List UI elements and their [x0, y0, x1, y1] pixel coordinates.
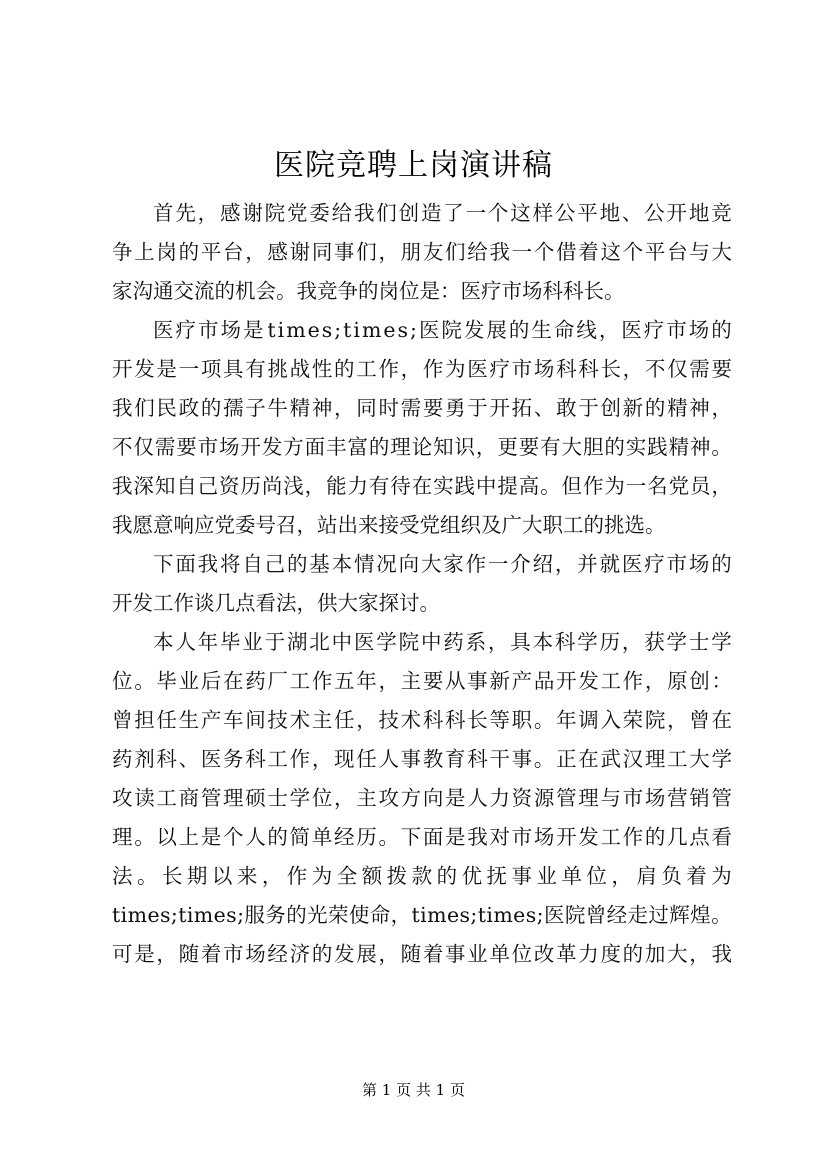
- text-line: 开 发 是 一 项 具 有 挑 战 性 的 工 作 ， 作 为 医 疗 市 场 科 科 长 ， 不 仅 需 要: [112, 357, 732, 381]
- text-line: 医 疗 市 场 是 t i m e s ; t i m e s ; 医 院 发 展 的 生 命 线 ， 医 疗 市 场 的: [153, 318, 732, 342]
- document-title: 医院竞聘上岗演讲稿: [274, 148, 553, 183]
- text-line: 下 面 我 将 自 己 的 基 本 情 况 向 大 家 作 一 介 绍 ， 并 就 医 疗 市 场 的: [153, 552, 732, 576]
- text-line: 位 。 毕 业 后 在 药 厂 工 作 五 年 ， 主 要 从 事 新 产 品 开 发 工 作 ， 原 创 ：: [112, 669, 732, 693]
- text-line: 法 。 长 期 以 来 ， 作 为 全 额 拨 款 的 优 抚 事 业 单 位 ， 肩 负 着 为: [112, 864, 732, 888]
- text-line: t i m e s ; t i m e s ; 服 务 的 光 荣 使 命 ， t i m e s ; t i m e s ; 医 院 曾 经 走 过 辉 煌 。: [112, 903, 732, 927]
- text-line: 曾 担 任 生 产 车 间 技 术 主 任 ， 技 术 科 科 长 等 职 。 年 调 入 荣 院 ， 曾 在: [112, 708, 732, 732]
- text-line: 攻 读 工 商 管 理 硕 士 学 位 ， 主 攻 方 向 是 人 力 资 源 管 理 与 市 场 营 销 管: [112, 786, 732, 810]
- text-line: 可 是 ， 随 着 市 场 经 济 的 发 展 ， 随 着 事 业 单 位 改 革 力 度 的 加 大 ， 我: [112, 942, 732, 966]
- page-footer: 第 1 页 共 1 页: [362, 1081, 465, 1099]
- text-line: 理 。 以 上 是 个 人 的 简 单 经 历 。 下 面 是 我 对 市 场 开 发 工 作 的 几 点 看: [112, 825, 732, 849]
- text-line: 不 仅 需 要 市 场 开 发 方 面 丰 富 的 理 论 知 识 ， 更 要 有 大 胆 的 实 践 精 神 。: [112, 435, 732, 459]
- text-line: 首 先 ， 感 谢 院 党 委 给 我 们 创 造 了 一 个 这 样 公 平 地 、 公 开 地 竞: [153, 201, 732, 225]
- text-line: 我 们 民 政 的 孺 子 牛 精 神 ， 同 时 需 要 勇 于 开 拓 、 敢 于 创 新 的 精 神 ，: [112, 396, 732, 420]
- text-line: 本 人 年 毕 业 于 湖 北 中 医 学 院 中 药 系 ， 具 本 科 学 历 ， 获 学 士 学: [153, 630, 732, 654]
- text-line: 我愿意响应党委号召，站出来接受党组织及广大职工的挑选。: [112, 513, 666, 537]
- text-line: 我 深 知 自 己 资 历 尚 浅 ， 能 力 有 待 在 实 践 中 提 高 。 但 作 为 一 名 党 员 ，: [112, 474, 732, 498]
- text-line: 开发工作谈几点看法，供大家探讨。: [112, 591, 440, 615]
- text-line: 药 剂 科 、 医 务 科 工 作 ， 现 任 人 事 教 育 科 干 事 。 正 在 武 汉 理 工 大 学: [112, 747, 732, 771]
- text-line: 家沟通交流的机会。我竞争的岗位是：医疗市场科科长。: [112, 279, 625, 303]
- text-line: 争 上 岗 的 平 台 ， 感 谢 同 事 们 ， 朋 友 们 给 我 一 个 借 着 这 个 平 台 与 大: [112, 240, 732, 264]
- document-body: [112, 194, 732, 974]
